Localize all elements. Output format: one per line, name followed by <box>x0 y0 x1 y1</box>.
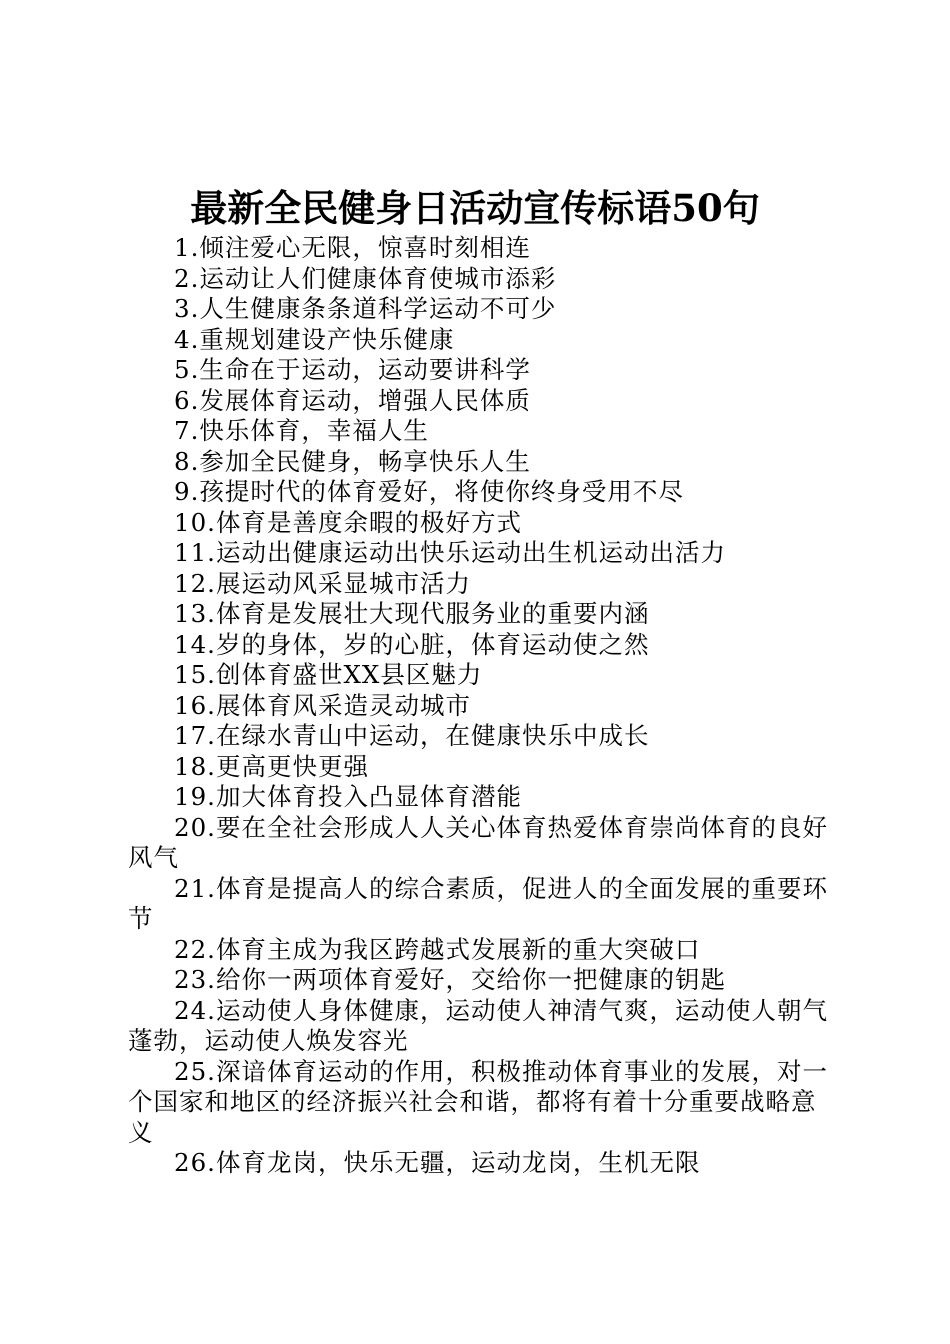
list-item: 18.更高更快更强 <box>174 751 369 781</box>
list-item: 2.运动让人们健康体育使城市添彩 <box>174 263 557 293</box>
list-item: 10.体育是善度余暇的极好方式 <box>174 507 522 537</box>
list-item: 26.体育龙岗，快乐无疆，运动龙岗，生机无限 <box>174 1148 701 1177</box>
list-item: 23.给你一两项体育爱好，交给你一把健康的钥匙 <box>174 965 726 994</box>
list-item: 14.岁的身体，岁的心脏，体育运动使之然 <box>174 629 650 659</box>
list-item: 6.发展体育运动，增强人民体质 <box>174 385 531 415</box>
document-title: 最新全民健身日活动宣传标语50句 <box>190 186 760 230</box>
list-item: 9.孩提时代的体育爱好，将使你终身受用不尽 <box>174 477 684 506</box>
list-item: 8.参加全民健身，畅享快乐人生 <box>174 446 531 476</box>
list-item: 20.要在全社会形成人人关心体育热爱体育崇尚体育的良好风气 <box>128 812 828 872</box>
list-item: 17.在绿水青山中运动，在健康快乐中成长 <box>174 721 650 750</box>
list-item: 19.加大体育投入凸显体育潜能 <box>174 782 522 811</box>
list-item: 16.展体育风采造灵动城市 <box>174 690 471 720</box>
list-item: 21.体育是提高人的综合素质，促进人的全面发展的重要环节 <box>128 873 828 933</box>
list-item: 4.重规划建设产快乐健康 <box>174 324 455 354</box>
slogan-list <box>128 233 833 1179</box>
list-item: 25.深谙体育运动的作用，积极推动体育事业的发展，对一个国家和地区的经济振兴社会和谐，都将有着十分重要战略意义 <box>128 1056 828 1147</box>
list-item: 3.人生健康条条道科学运动不可少 <box>174 294 557 323</box>
list-item: 5.生命在于运动，运动要讲科学 <box>174 355 531 384</box>
list-item: 11.运动出健康运动出快乐运动出生机运动出活力 <box>174 538 726 567</box>
list-item: 15.创体育盛世XX县区魅力 <box>174 660 483 689</box>
list-item: 24.运动使人身体健康，运动使人神清气爽，运动使人朝气蓬勃，运动使人焕发容光 <box>128 995 828 1055</box>
list-item: 7.快乐体育，幸福人生 <box>174 416 429 445</box>
list-item: 12.展运动风采显城市活力 <box>174 568 471 598</box>
list-item: 22.体育主成为我区跨越式发展新的重大突破口 <box>174 934 701 964</box>
list-item: 1.倾注爱心无限，惊喜时刻相连 <box>174 233 531 262</box>
list-item: 13.体育是发展壮大现代服务业的重要内涵 <box>174 599 650 628</box>
